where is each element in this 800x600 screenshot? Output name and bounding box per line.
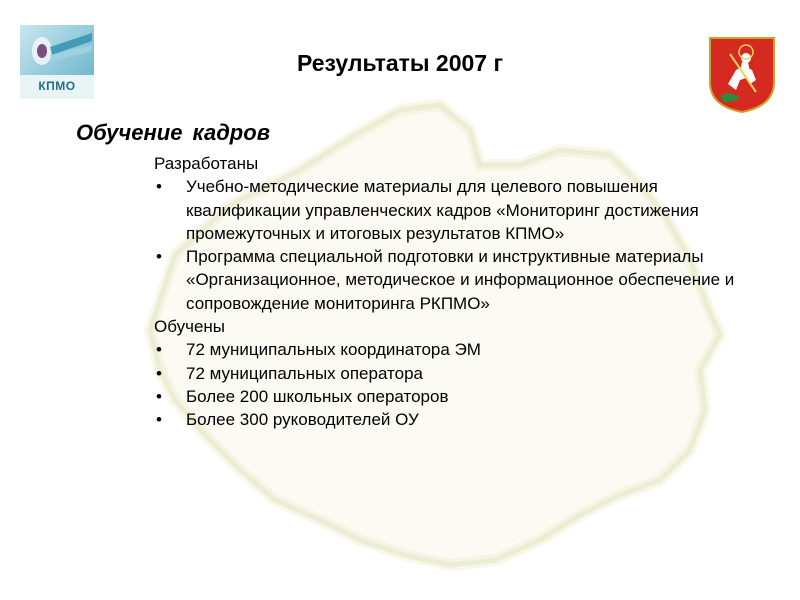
list-item — [154, 245, 774, 315]
list-item-text: 72 муниципальных координатора ЭМ — [186, 340, 481, 360]
section-heading: Обучение кадров — [76, 120, 270, 145]
logo-text: КПМО — [38, 79, 76, 93]
list-item-text: Более 200 школьных операторов — [186, 386, 449, 406]
page-title: Результаты 2007 г — [296, 50, 504, 76]
list-item — [154, 408, 774, 431]
list-item — [154, 385, 774, 408]
list-item — [154, 338, 774, 361]
bullet-icon: • — [156, 340, 162, 360]
list-item — [154, 362, 774, 385]
list-item — [154, 175, 774, 245]
bullet-icon: • — [156, 363, 162, 383]
bullet-icon: • — [156, 410, 162, 430]
group-label-trained: Обучены — [154, 317, 226, 337]
bullet-list-trained — [154, 338, 774, 431]
bullet-icon: • — [156, 386, 162, 406]
list-item-text: Учебно-методические материалы для целевого повышения квалификации управленческих кадров «Мониторинг достижения промежуточных и итоговых результатов КПМО» — [186, 177, 699, 243]
list-item-text: Программа специальной подготовки и инструктивные материалы «Организационное, методическое и информационное обеспечение и сопровождение мониторинга РКПМО» — [186, 247, 735, 313]
bullet-icon: • — [156, 177, 162, 197]
bullet-icon: • — [156, 247, 162, 267]
list-item-text: 72 муниципальных оператора — [186, 363, 424, 383]
list-item-text: Более 300 руководителей ОУ — [186, 410, 419, 430]
content-body — [154, 152, 774, 432]
bullet-list-developed — [154, 175, 774, 315]
group-label-developed: Разработаны — [154, 154, 259, 173]
